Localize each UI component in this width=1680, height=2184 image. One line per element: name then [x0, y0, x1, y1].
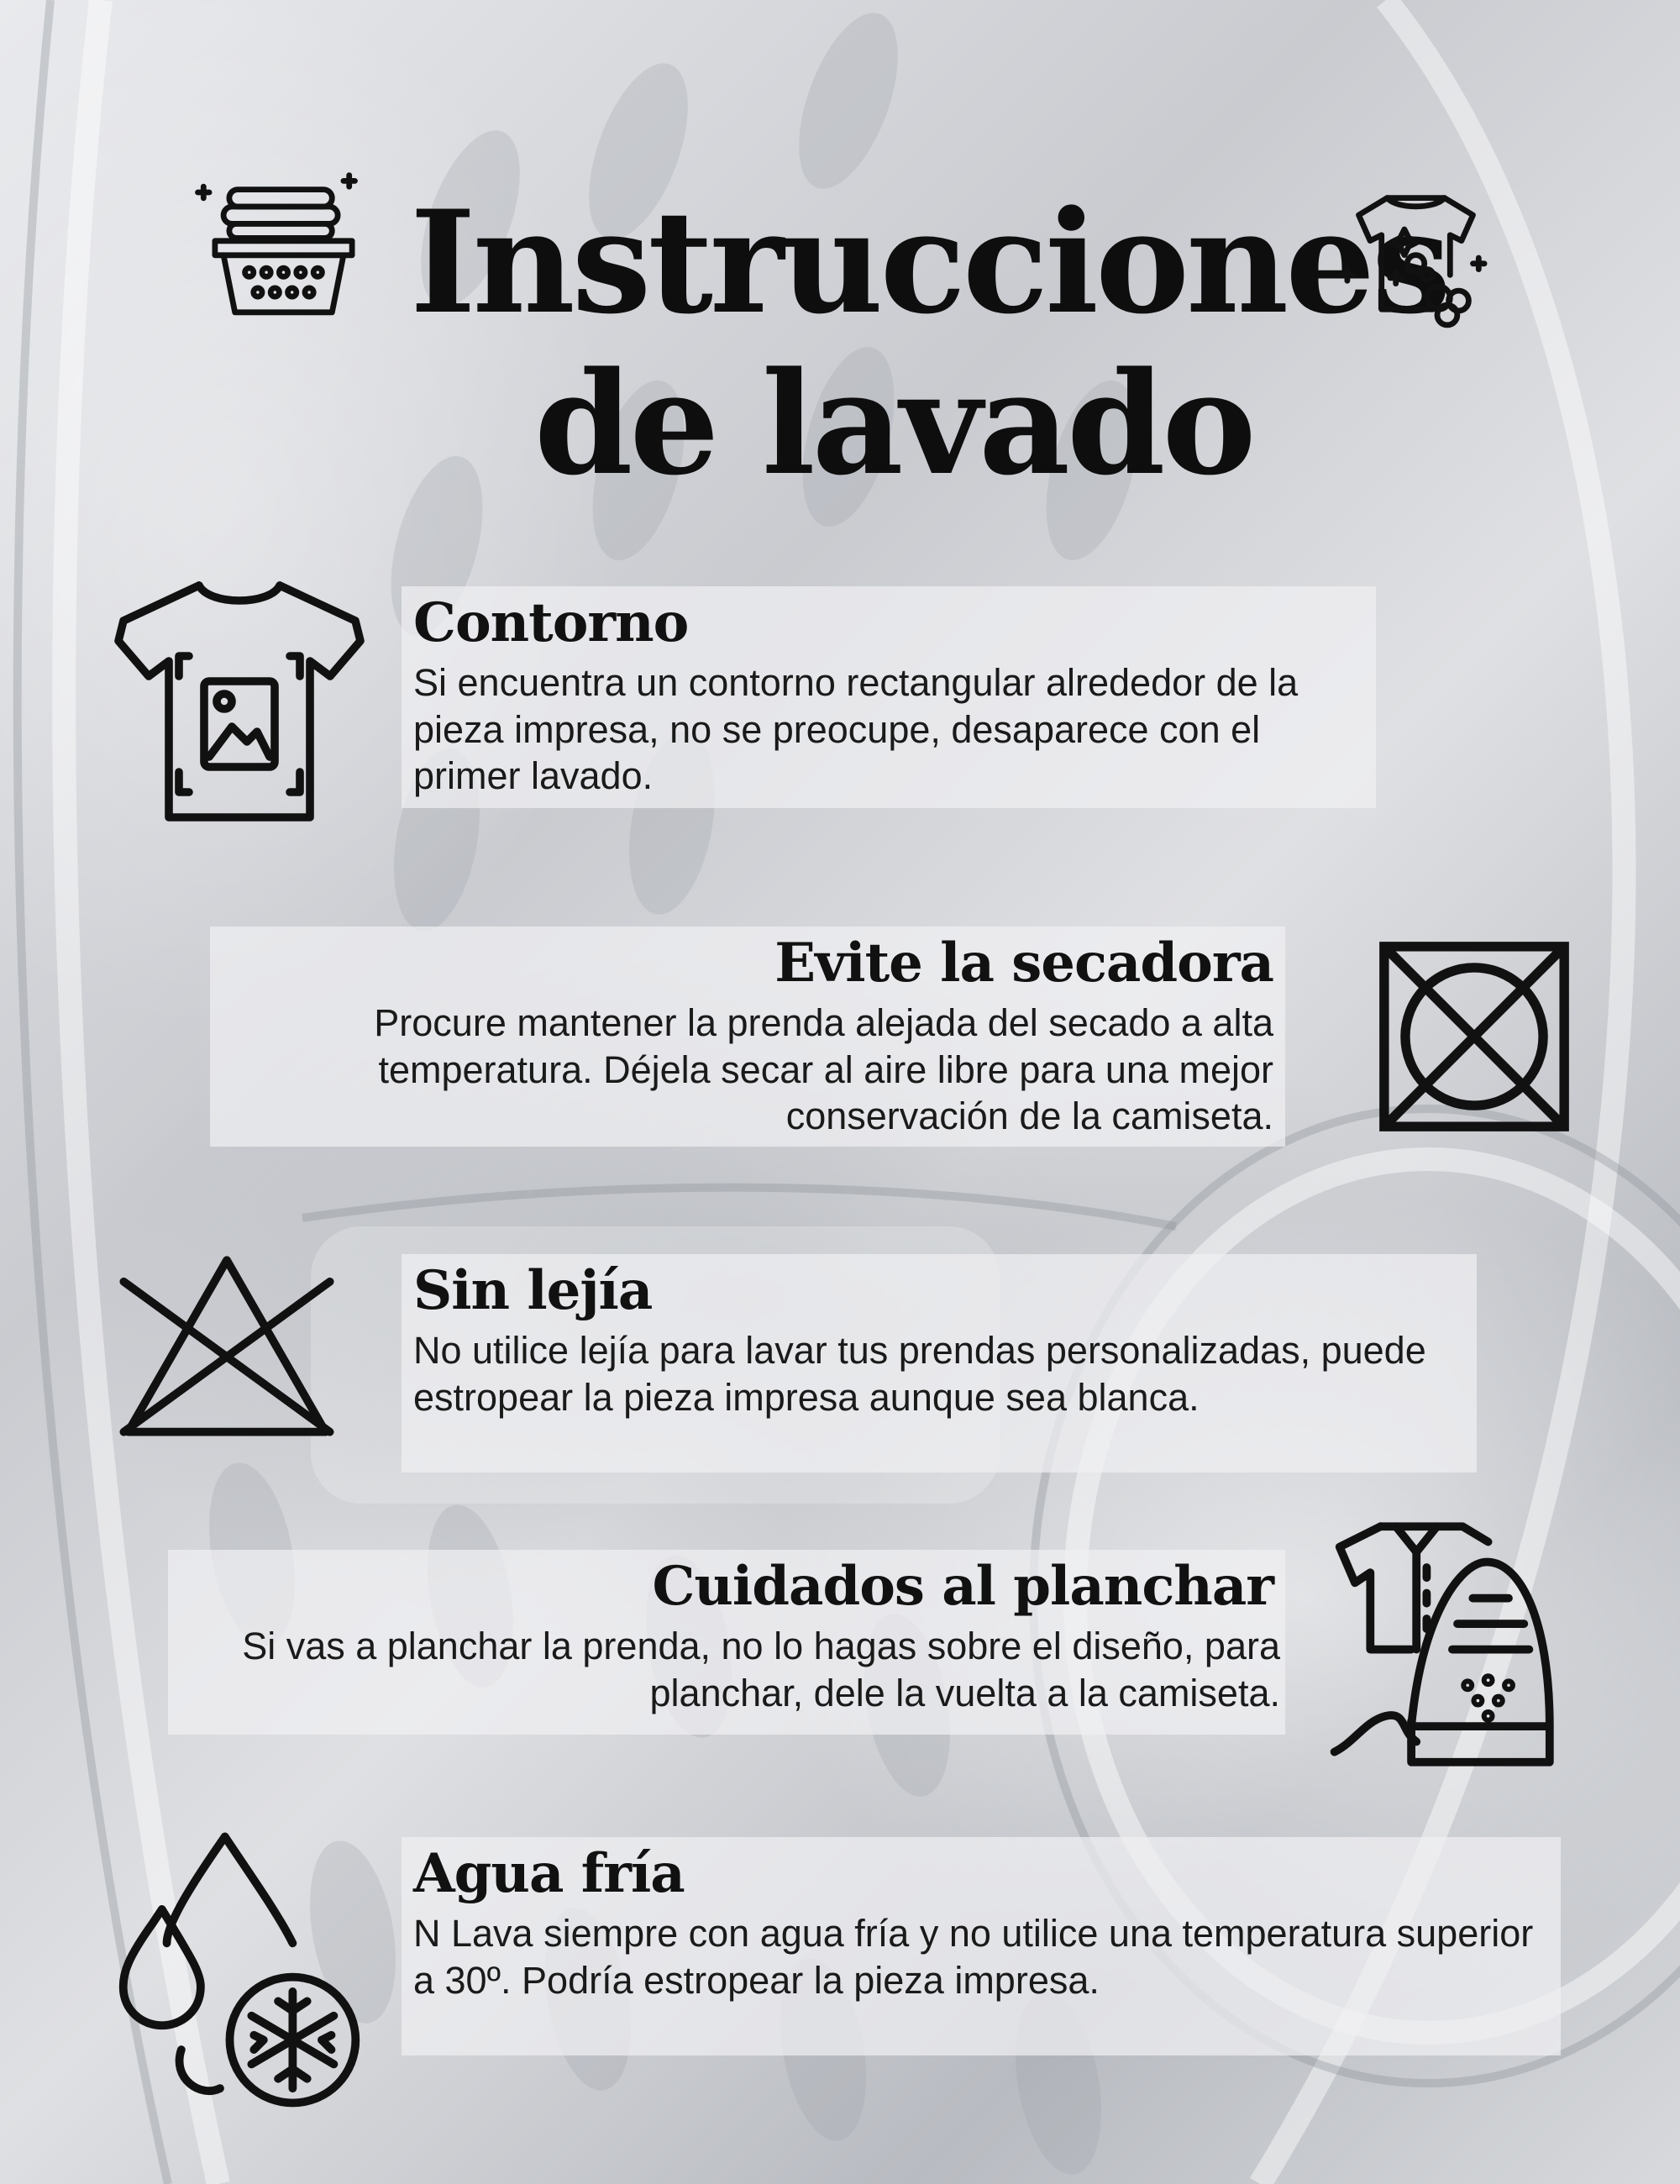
- no-bleach-icon: [118, 1252, 336, 1445]
- page-title-line2: de lavado: [534, 340, 1253, 507]
- section-cuidados-al-planchar: [168, 1550, 1285, 1735]
- iron-shirt-icon: [1327, 1516, 1588, 1772]
- section-text: Si vas a planchar la prenda, no lo hagas sobre el diseño, para planchar, dele la vuelta a la camiseta.: [242, 1625, 1280, 1714]
- section-text: Si encuentra un contorno rectangular alrededor de la pieza impresa, no se preocupe, desaparece con el primer lavado.: [413, 661, 1299, 797]
- no-tumble-dry-icon: [1378, 941, 1571, 1132]
- section-contorno: [402, 586, 1376, 808]
- section-text: N Lava siempre con agua fría y no utilice una temperatura superior a 30º. Podría estropear la pieza impresa.: [413, 1912, 1534, 2002]
- clean-shirt-icon: [1342, 186, 1489, 329]
- laundry-basket-icon: [210, 178, 357, 321]
- section-heading: Cuidados al planchar: [652, 1555, 1273, 1618]
- section-heading: Contorno: [413, 591, 689, 654]
- page-title-line1: Instrucciones: [410, 179, 1448, 345]
- section-text: No utilice lejía para lavar tus prendas personalizadas, puede estropear la pieza impresa aunque sea blanca.: [413, 1329, 1426, 1419]
- tshirt-print-icon: [113, 575, 365, 827]
- section-heading: Agua fría: [413, 1842, 685, 1905]
- section-sin-lejia: [402, 1254, 1477, 1473]
- cold-water-icon: [118, 1827, 361, 2113]
- section-evite-la-secadora: [210, 927, 1285, 1147]
- section-agua-fria: [402, 1837, 1561, 2055]
- section-text: Procure mantener la prenda alejada del secado a alta temperatura. Déjela secar al aire libre para una mejor conservación de la camiseta.: [374, 1001, 1273, 1137]
- section-heading: Sin lejía: [413, 1259, 653, 1322]
- section-heading: Evite la secadora: [774, 932, 1273, 995]
